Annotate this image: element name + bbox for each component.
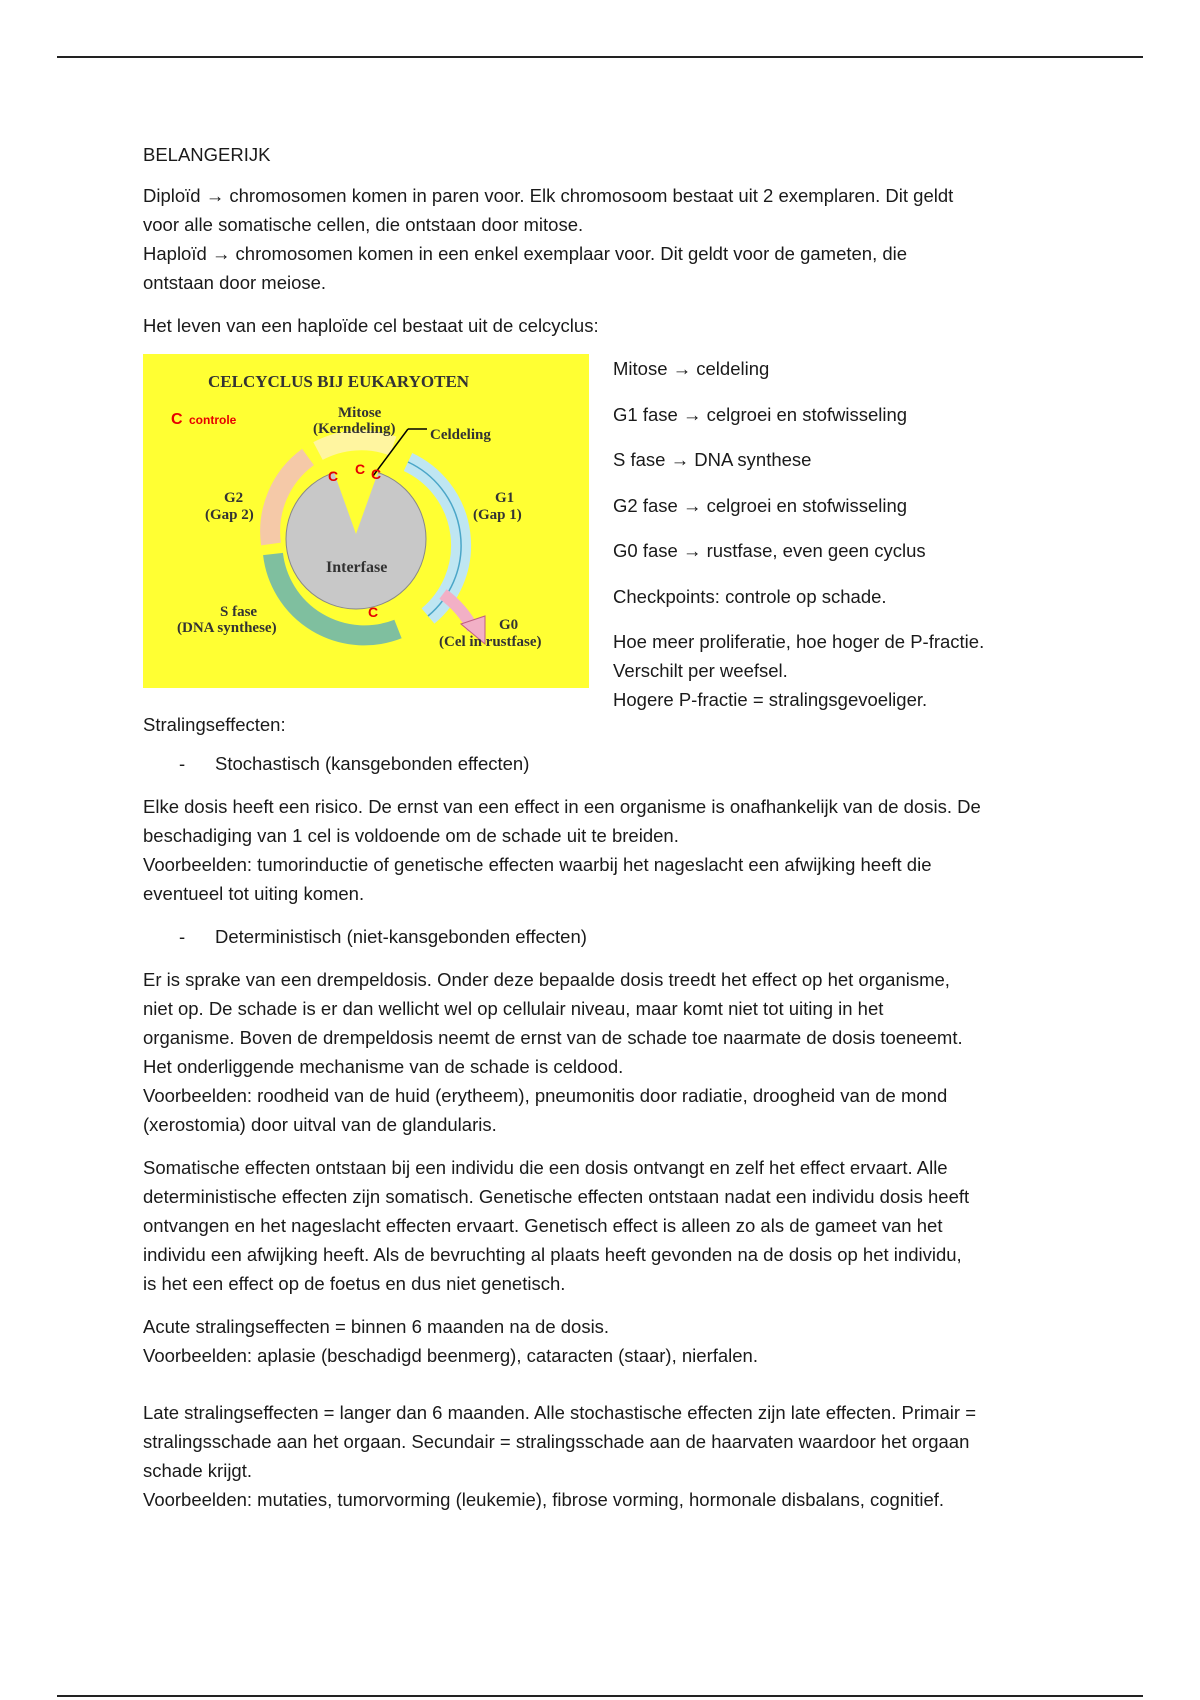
- celcyclus-diagram: [143, 354, 589, 688]
- text-line: ontvangen en het nageslacht effecten ervaart. Genetisch effect is alleen zo als de gameet van het: [143, 1215, 943, 1236]
- phase-checkpoints: Checkpoints: controle op schade.: [613, 585, 887, 607]
- g1-label: G1: [495, 490, 515, 506]
- checkpoint-c-2: C: [355, 461, 366, 477]
- text-line: Diploïd → chromosomen komen in paren voor. Elk chromosoom bestaat uit 2 exemplaren. Dit geldt: [143, 185, 954, 206]
- proliferatie-line: Hogere P-fractie = stralingsgevoeliger.: [613, 689, 928, 710]
- phase-mitose: Mitose → celdeling: [613, 358, 770, 379]
- text-line: beschadiging van 1 cel is voldoende om de schade uit te breiden.: [143, 825, 679, 846]
- text-line: schade krijgt.: [143, 1460, 252, 1481]
- gap1-label: (Gap 1): [473, 507, 522, 523]
- diagram-title: CELCYCLUS BIJ EUKARYOTEN: [208, 372, 470, 391]
- interfase-label: Interfase: [326, 559, 388, 576]
- rustfase-label: (Cel in rustfase): [439, 634, 542, 650]
- bullet-text: Deterministisch (niet-kansgebonden effecten): [215, 926, 587, 947]
- page-heading: BELANGERIJK: [143, 144, 271, 165]
- bullet-text: Stochastisch (kansgebonden effecten): [215, 753, 530, 774]
- text-line: organisme. Boven de drempeldosis neemt de ernst van de schade toe naarmate de dosis toeneemt.: [143, 1027, 963, 1048]
- stralingseffecten-heading: Stralingseffecten:: [143, 714, 286, 735]
- phase-s: S fase → DNA synthese: [613, 449, 812, 470]
- text-line: Somatische effecten ontstaan bij een individu die een dosis ontvangt en zelf het effect ervaart. Alle: [143, 1157, 948, 1178]
- paragraph-late: [143, 1398, 1063, 1514]
- proliferatie-line: Verschilt per weefsel.: [613, 660, 788, 681]
- phase-g2: G2 fase → celgroei en stofwisseling: [613, 494, 908, 516]
- header-rule: [57, 56, 1143, 58]
- controle-label: controle: [189, 413, 237, 427]
- text-line: eventueel tot uiting komen.: [143, 883, 365, 904]
- phase-g0: G0 fase → rustfase, even geen cyclus: [613, 540, 926, 561]
- checkpoint-c-1: C: [328, 468, 339, 484]
- proliferatie-line: Hoe meer proliferatie, hoe hoger de P-fractie.: [613, 631, 985, 652]
- text-line: voor alle somatische cellen, die ontstaan door mitose.: [143, 214, 584, 235]
- text-line: stralingsschade aan het orgaan. Secundair = stralingsschade aan de haarvaten waardoor het orgaan: [143, 1431, 970, 1452]
- mitose-arc: [318, 440, 393, 451]
- celcyclus-svg: [143, 354, 589, 688]
- checkpoint-c-3: C: [371, 466, 382, 482]
- g0-label: G0: [499, 617, 519, 633]
- text-line: Elke dosis heeft een risico. De ernst van een effect in een organisme is onafhankelijk van de dosis. De: [143, 796, 981, 817]
- text-line: Voorbeelden: roodheid van de huid (erytheem), pneumonitis door radiatie, droogheid van de mond: [143, 1085, 948, 1106]
- paragraph-celcyclus-intro: Het leven van een haploïde cel bestaat uit de celcyclus:: [143, 315, 599, 336]
- bullet-dash: -: [179, 753, 186, 774]
- phases-list: [613, 354, 1043, 714]
- text-line: Acute stralingseffecten = binnen 6 maanden na de dosis.: [143, 1316, 610, 1337]
- text-line: deterministische effecten zijn somatisch. Genetische effecten ontstaan nadat een individu dosis heeft: [143, 1186, 970, 1207]
- text-line: Het onderliggende mechanisme van de schade is celdood.: [143, 1056, 624, 1077]
- text-line: Voorbeelden: tumorinductie of genetische effecten waarbij het nageslacht een afwijking heeft die: [143, 854, 932, 875]
- bullet-stochastisch: [143, 749, 1063, 778]
- dnasynthese-label: (DNA synthese): [177, 620, 277, 636]
- text-line: individu een afwijking heeft. Als de bevruchting al plaats heeft gevonden na de dosis op het individu,: [143, 1244, 962, 1265]
- paragraph-diploid-haploid: [143, 181, 1063, 297]
- text-line: Voorbeelden: aplasie (beschadigd beenmerg), cataracten (staar), nierfalen.: [143, 1345, 758, 1366]
- celcyclus-section: [143, 354, 1063, 714]
- paragraph-stochastisch: [143, 792, 1063, 908]
- paragraph-acute: [143, 1312, 1063, 1370]
- text-line: Voorbeelden: mutaties, tumorvorming (leukemie), fibrose vorming, hormonale disbalans, cognitief.: [143, 1489, 945, 1510]
- bullet-dash: -: [179, 926, 186, 947]
- celdeling-label: Celdeling: [430, 427, 491, 443]
- text-line: Er is sprake van een drempeldosis. Onder deze bepaalde dosis treedt het effect op het organisme,: [143, 969, 950, 990]
- mitose-label: Mitose: [338, 405, 382, 421]
- controle-c: C: [171, 411, 183, 428]
- text-line: niet op. De schade is er dan wellicht wel op cellulair niveau, maar komt niet tot uiting in het: [143, 998, 884, 1019]
- bullet-deterministisch: [143, 922, 1063, 951]
- gap2-label: (Gap 2): [205, 507, 254, 523]
- document-body: [143, 140, 1063, 1528]
- text-line: is het een effect op de foetus en dus niet genetisch.: [143, 1273, 566, 1294]
- kerndeling-label: (Kerndeling): [313, 421, 396, 437]
- text-line: ontstaan door meiose.: [143, 272, 327, 293]
- text-line: Haploïd → chromosomen komen in een enkel exemplaar voor. Dit geldt voor de gameten, die: [143, 243, 908, 264]
- checkpoint-c-4: C: [368, 604, 379, 620]
- text-line: Late stralingseffecten = langer dan 6 maanden. Alle stochastische effecten zijn late effecten. Primair =: [143, 1402, 977, 1423]
- footer-rule: [57, 1695, 1143, 1697]
- paragraph-somatisch: [143, 1153, 1063, 1298]
- g2-label: G2: [224, 490, 244, 506]
- phase-g1: G1 fase → celgroei en stofwisseling: [613, 403, 908, 425]
- text-line: (xerostomia) door uitval van de glandularis.: [143, 1114, 497, 1135]
- paragraph-deterministisch: [143, 965, 1063, 1139]
- sfase-label: S fase: [220, 604, 258, 620]
